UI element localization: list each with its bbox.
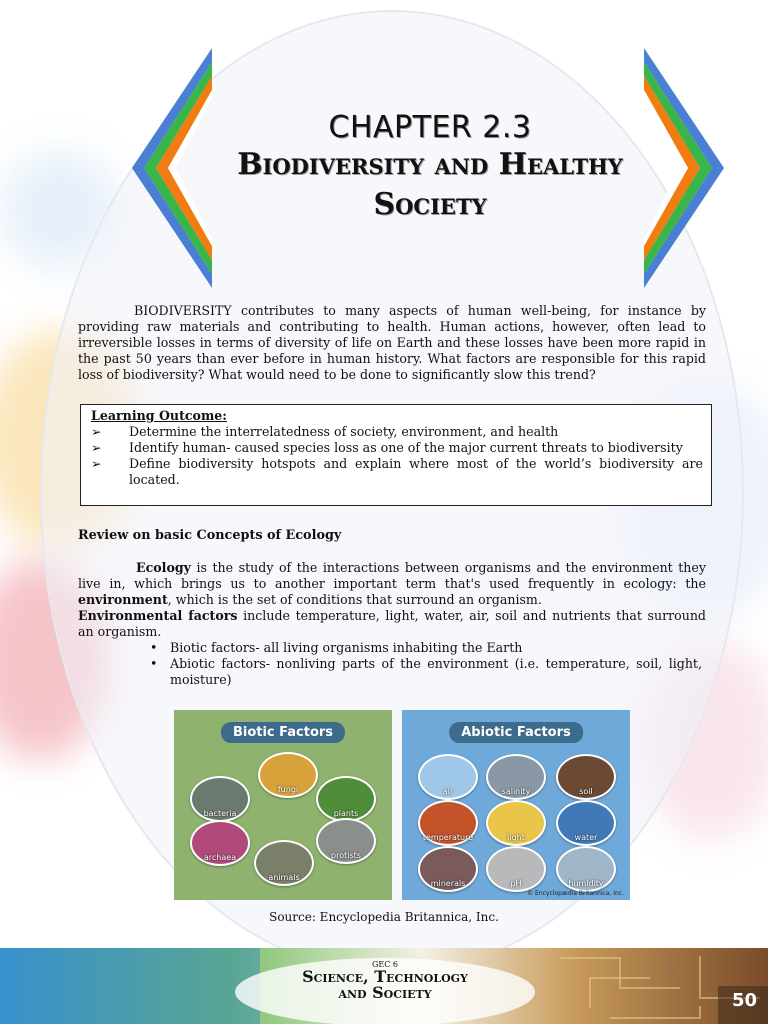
figure-copyright: © Encyclopædia Britannica, Inc. [527,890,624,897]
water-circle: water [556,800,616,846]
chapter-title-line1: Biodiversity and Healthy [237,147,623,182]
learning-outcome-box [80,404,712,506]
plants-circle: plants [316,776,376,822]
salinity-circle: salinity [486,754,546,800]
arrow-bullet-icon: ➢ [91,424,102,439]
protists-circle: protists [316,818,376,864]
learning-outcome-item: ➢ Determine the interrelatedness of society, environment, and health [91,424,559,439]
course-title-line2: and Society [338,983,432,1002]
temperature-circle: temperature [418,800,478,846]
animals-circle: animals [254,840,314,886]
fungi-circle: fungi [258,752,318,798]
factor-list [150,640,702,688]
bullet-icon: • [150,640,158,655]
ph-circle: pH [486,846,546,892]
soil-circle: soil [556,754,616,800]
abiotic-factors-figure [402,710,630,900]
learning-outcome-item: ➢ Identify human- caused species loss as one of the major current threats to biodiversity [91,440,683,455]
course-title-line1: Science, Technology [302,967,468,986]
abiotic-factors-title: Abiotic Factors [449,722,583,743]
page-number: 50 [732,990,758,1011]
bullet-icon: • [150,656,158,671]
environmental-factors-term: Environmental factors [78,608,238,623]
minerals-circle: minerals [418,846,478,892]
intro-paragraph: BIODIVERSITY contributes to many aspects of human well-being, for instance by providing raw materials and contributing to health. Human actions, however, often lead to irreversible losses in terms of diversity of life on Earth and these losses have been more rapid in the past 50 years than ever before in human history. What factors are responsible for this rapid loss of biodiversity? What would need to be done to significantly slow this trend? [78,303,706,382]
list-item: • Abiotic factors- nonliving parts of the environment (i.e. temperature, soil, light, moisture) [150,656,702,687]
light-circle: light [486,800,546,846]
ecology-paragraph: Ecology is the study of the interactions between organisms and the environment they live in, which brings us to another important term that's used frequently in ecology: the environment, which is the set of conditions that surround an organism. Environmental factors include temperature, light, water, air, soil and nutrients that surround an organism. [78,560,706,639]
chapter-number: CHAPTER 2.3 [328,110,532,145]
footer-course-title [270,960,500,1001]
arrow-bullet-icon: ➢ [91,440,102,455]
figure-source: Source: Encyclopedia Britannica, Inc. [269,910,499,924]
archaea-circle: archaea [190,820,250,866]
learning-outcome-heading: Learning Outcome: [91,408,227,423]
biotic-factors-figure [174,710,392,900]
humidity-circle: humidity [556,846,616,892]
air-circle: air [418,754,478,800]
learning-outcome-item: ➢ Define biodiversity hotspots and explain where most of the world’s biodiversity are located. [91,456,703,487]
list-item: • Biotic factors- all living organisms inhabiting the Earth [150,640,523,655]
biotic-factors-title: Biotic Factors [221,722,345,743]
ecology-term: Ecology [136,560,191,575]
environment-term: environment [78,592,168,607]
page-number-small: 53 [664,966,676,976]
review-heading: Review on basic Concepts of Ecology [78,528,342,543]
chapter-title-line2: Society [373,187,487,222]
chapter-heading [150,110,710,225]
arrow-bullet-icon: ➢ [91,456,102,471]
bacteria-circle: bacteria [190,776,250,822]
course-code: GEC 6 [372,960,398,969]
